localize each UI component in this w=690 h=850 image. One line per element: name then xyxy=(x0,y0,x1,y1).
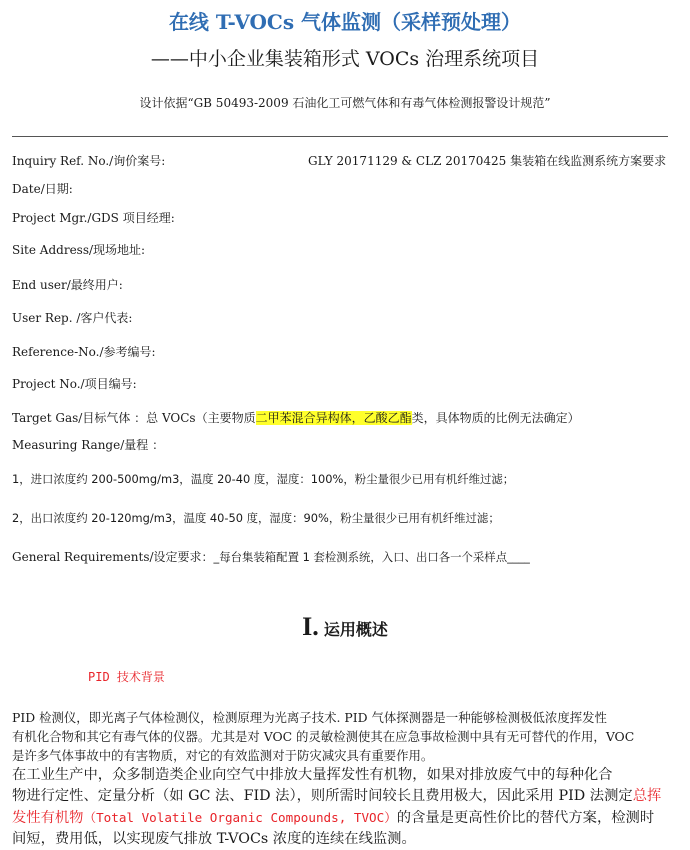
tvoc-term: （Total Volatile Organic Compounds, TVOC） xyxy=(83,810,397,825)
inquiry-value: GLY 20171129 & CLZ 20170425 集装箱在线监测系统方案要求 xyxy=(308,154,667,168)
site-address-label: Site Address/现场地址: xyxy=(12,243,146,257)
reference-no-label: Reference-No./参考编号: xyxy=(12,345,156,359)
paragraph-line: 有机化合物和其它有毒气体的仪器。尤其是对 VOC 的灵敏检测使其在应急事故检测中具有无可替代的作用，VOC xyxy=(12,729,635,744)
paragraph-text: 物进行定性、定量分析（如 GC 法、FID 法），则所需时间较长且费用极大，因此采用 PID 法测定 xyxy=(12,788,633,804)
tvoc-highlight: 总挥 xyxy=(632,788,662,804)
range-item-1: 1，进口浓度约 200-500mg/m3，温度 20-40 度，湿度：100%，粉尘量很少已用有机纤维过滤； xyxy=(12,472,515,486)
target-gas-highlight: 二甲苯混合异构体，乙酸乙酯 xyxy=(255,411,412,425)
project-no-label: Project No./项目编号: xyxy=(12,377,137,391)
horizontal-divider xyxy=(12,136,668,137)
paragraph-line xyxy=(12,807,668,829)
general-requirements-value: _每台集装箱配置 1 套检测系统，入口、出口各一个采样点____ xyxy=(213,550,530,564)
paragraph-industrial xyxy=(12,765,668,850)
measuring-range-label: Measuring Range/量程 ： xyxy=(12,438,165,452)
pid-background-heading: PID 技术背景 xyxy=(88,670,165,684)
paragraph-line xyxy=(12,786,668,807)
date-label: Date/日期: xyxy=(12,182,73,196)
range-item-2: 2，出口浓度约 20-120mg/m3，温度 40-50 度，湿度：90%，粉尘量很少已用有机纤维过滤； xyxy=(12,511,500,525)
document-title: 在线 T-VOCs 气体监测（采样预处理） xyxy=(168,10,522,34)
paragraph-line: 是许多气体事故中的有害物质，对它的有效监测对于防灾减灾具有重要作用。 xyxy=(12,748,434,763)
general-requirements-label: General Requirements/设定要求： xyxy=(12,550,214,564)
section-title: 运用概述 xyxy=(323,620,388,639)
target-gas-line xyxy=(12,409,580,426)
target-gas-label: Target Gas/目标气体 ：总 VOCs（主要物质 xyxy=(12,411,256,425)
paragraph-pid-intro xyxy=(12,708,668,765)
tvoc-highlight: 发性有机物 xyxy=(12,810,84,826)
document-subtitle: ——中小企业集装箱形式 VOCs 治理系统项目 xyxy=(150,48,540,70)
paragraph-line: 间短，费用低，以实现废气排放 T-VOCs 浓度的连续在线监测。 xyxy=(12,831,416,847)
inquiry-label: Inquiry Ref. No./询价案号: xyxy=(12,154,166,168)
user-rep-label: User Rep. /客户代表: xyxy=(12,311,133,325)
section-number: I. xyxy=(302,612,319,641)
design-basis: 设计依据“GB 50493-2009 石油化工可燃气体和有毒气体检测报警设计规范” xyxy=(139,96,551,110)
project-manager-label: Project Mgr./GDS 项目经理: xyxy=(12,211,175,225)
paragraph-line: PID 检测仪，即光离子气体检测仪，检测原理为光离子技术. PID 气体探测器是一种能够检测极低浓度挥发性 xyxy=(12,710,607,725)
section-heading xyxy=(0,612,690,642)
paragraph-line: 在工业生产中，众多制造类企业向空气中排放大量挥发性有机物，如果对排放废气中的每种化合 xyxy=(12,767,613,783)
general-requirements xyxy=(12,548,530,565)
target-gas-rest: 类，具体物质的比例无法确定） xyxy=(411,411,580,425)
paragraph-text: 的含量是更高性价比的替代方案，检测时 xyxy=(396,810,655,826)
end-user-label: End user/最终用户: xyxy=(12,278,123,292)
